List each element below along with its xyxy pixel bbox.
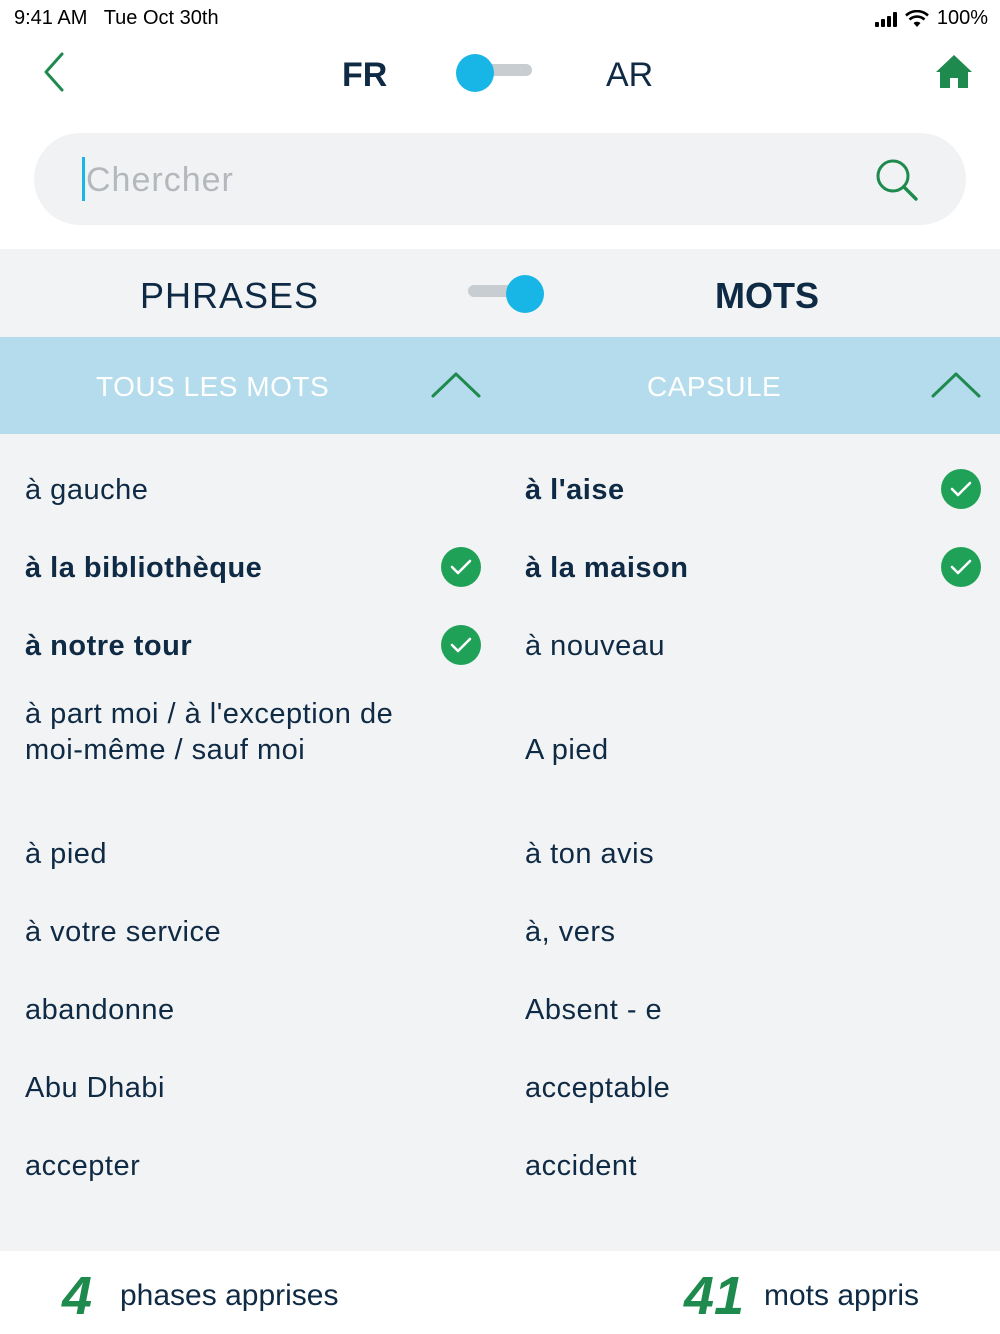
word-list xyxy=(0,434,1000,1251)
filter-bar xyxy=(0,337,1000,434)
mode-mots-label[interactable]: MOTS xyxy=(715,275,819,316)
word-text[interactable]: à nouveau xyxy=(525,630,665,662)
word-text[interactable]: accepter xyxy=(25,1150,141,1182)
progress-footer xyxy=(0,1251,1000,1334)
status-indicators xyxy=(875,7,988,30)
word-text[interactable]: à notre tour xyxy=(25,630,193,662)
learned-check-icon xyxy=(941,547,981,587)
word-text[interactable]: abandonne xyxy=(25,994,175,1026)
home-icon[interactable] xyxy=(934,52,974,92)
search-bar[interactable] xyxy=(34,133,966,225)
language-to-label[interactable]: AR xyxy=(606,56,654,94)
chevron-up-icon[interactable] xyxy=(430,370,482,400)
phrases-learned-label: phases apprises xyxy=(120,1279,339,1312)
words-learned-label: mots appris xyxy=(764,1279,920,1312)
word-text[interactable]: Abu Dhabi xyxy=(25,1072,165,1104)
word-text[interactable]: A pied xyxy=(525,734,609,766)
back-chevron-icon[interactable] xyxy=(36,50,76,94)
cellular-signal-icon xyxy=(875,11,897,27)
filter-all-words-label: TOUS LES MOTS xyxy=(96,371,330,402)
filter-capsule-label: CAPSULE xyxy=(647,371,782,402)
status-time xyxy=(14,7,219,30)
word-text[interactable]: à la bibliothèque xyxy=(25,552,263,584)
chevron-up-icon[interactable] xyxy=(930,370,982,400)
battery-percentage: 100% xyxy=(936,7,988,29)
word-text[interactable]: accident xyxy=(525,1150,638,1182)
language-from-label[interactable]: FR xyxy=(342,56,388,94)
word-text[interactable]: à l'aise xyxy=(525,474,625,506)
status-bar xyxy=(0,0,1000,38)
mode-switch-bar xyxy=(0,249,1000,337)
status-clock: 9:41 AM xyxy=(14,7,88,29)
top-navigation xyxy=(0,38,1000,116)
word-text[interactable]: à gauche xyxy=(25,474,149,506)
words-learned-count: 41 xyxy=(684,1266,745,1326)
learned-check-icon xyxy=(941,469,981,509)
word-text[interactable]: Absent - e xyxy=(525,994,663,1026)
learned-check-icon xyxy=(441,625,481,665)
search-icon[interactable] xyxy=(874,157,920,203)
search-input[interactable] xyxy=(84,153,848,207)
word-text[interactable]: à la maison xyxy=(525,552,689,584)
learned-check-icon xyxy=(441,547,481,587)
word-text[interactable]: à pied xyxy=(25,838,108,870)
word-text[interactable]: à part moi / à l'exception de moi-même / sauf moi xyxy=(25,698,394,766)
phrases-learned-count: 4 xyxy=(62,1266,93,1326)
language-toggle[interactable] xyxy=(456,54,536,92)
mode-phrases-label[interactable]: PHRASES xyxy=(140,275,320,316)
mode-toggle[interactable] xyxy=(468,275,548,313)
word-text[interactable]: à, vers xyxy=(525,916,616,948)
word-text[interactable]: à votre service xyxy=(25,916,222,948)
word-text[interactable]: acceptable xyxy=(525,1072,671,1104)
filter-all-words[interactable] xyxy=(0,337,500,434)
status-date: Tue Oct 30th xyxy=(103,7,219,29)
filter-capsule[interactable] xyxy=(500,337,1000,434)
wifi-icon xyxy=(905,10,929,28)
word-text[interactable]: à ton avis xyxy=(525,838,655,870)
